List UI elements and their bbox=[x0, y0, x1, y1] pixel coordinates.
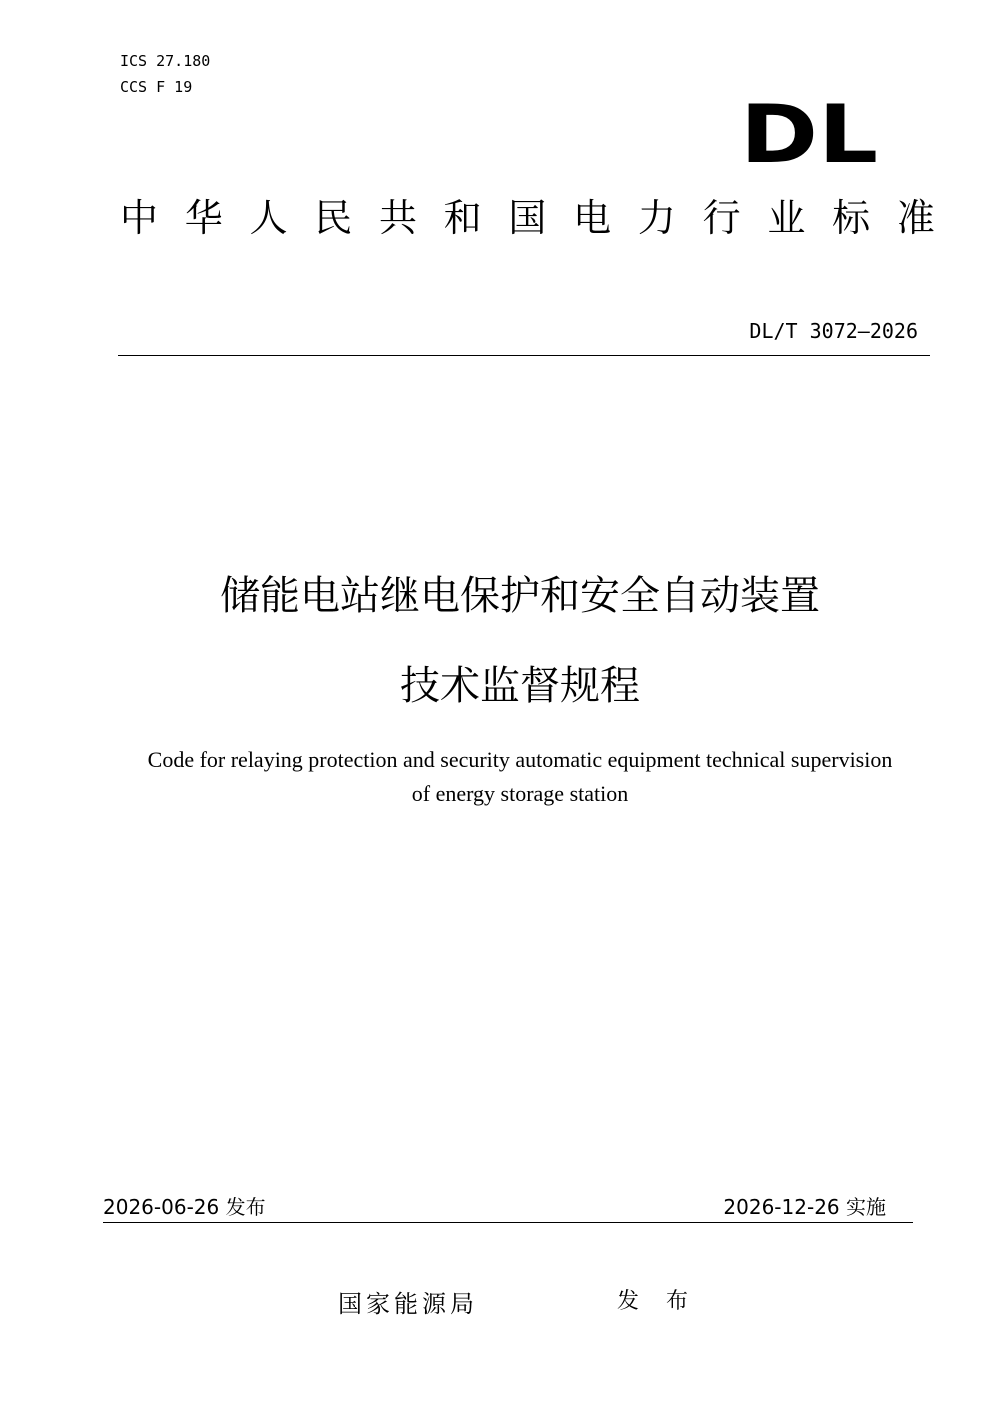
title-en-line2: of energy storage station bbox=[411, 781, 629, 806]
title-cn-line2: 技术监督规程 bbox=[400, 663, 640, 709]
industry-standard-char: 行 bbox=[702, 196, 741, 240]
industry-standard-char: 民 bbox=[314, 196, 353, 240]
issuer: 国家能源局 bbox=[338, 1290, 478, 1318]
industry-standard-char: 和 bbox=[443, 196, 482, 240]
industry-standard-char: 力 bbox=[637, 196, 676, 240]
top-divider bbox=[118, 355, 930, 356]
industry-standard-title bbox=[120, 190, 935, 246]
dl-logo bbox=[740, 92, 880, 172]
industry-standard-char: 准 bbox=[896, 196, 935, 240]
dl-logo-text: DL bbox=[740, 92, 878, 172]
industry-standard-char: 电 bbox=[573, 196, 612, 240]
issue-label: 发 布 bbox=[617, 1289, 698, 1314]
industry-standard-char: 国 bbox=[508, 196, 547, 240]
industry-standard-char: 华 bbox=[184, 196, 223, 240]
issue-date: 2026-06-26 发布 bbox=[103, 1195, 266, 1219]
industry-standard-char: 标 bbox=[832, 196, 871, 240]
industry-standard-char: 共 bbox=[378, 196, 417, 240]
industry-standard-char: 中 bbox=[120, 196, 159, 240]
ccs-code: CCS F 19 bbox=[120, 78, 193, 96]
industry-standard-char: 人 bbox=[249, 196, 288, 240]
ics-code: ICS 27.180 bbox=[120, 52, 211, 70]
bottom-divider bbox=[103, 1222, 913, 1223]
title-cn-line1: 储能电站继电保护和安全自动装置 bbox=[220, 573, 820, 619]
title-en-line1: Code for relaying protection and security automatic equipment technical supervision bbox=[147, 747, 893, 772]
industry-standard-char: 业 bbox=[767, 196, 806, 240]
implementation-date: 2026-12-26 实施 bbox=[723, 1195, 886, 1219]
standard-number: DL/T 3072—2026 bbox=[749, 319, 918, 343]
